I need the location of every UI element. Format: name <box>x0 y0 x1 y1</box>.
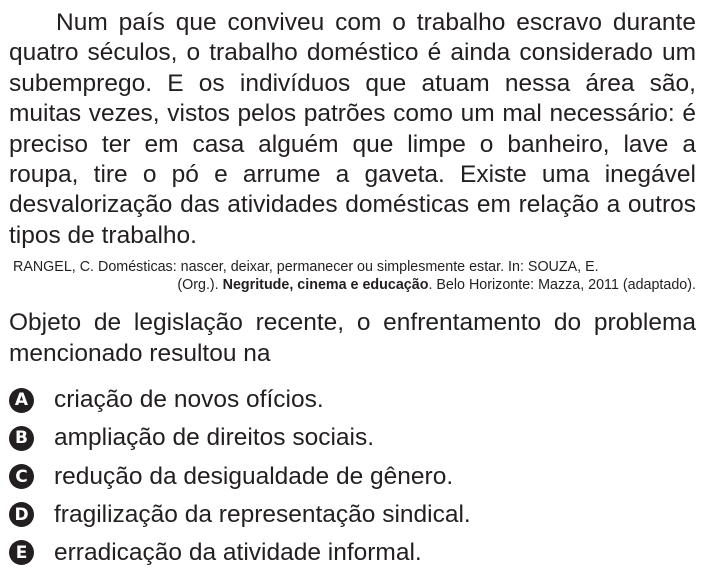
option-e[interactable] <box>9 534 696 572</box>
citation-line-1: RANGEL, C. Domésticas: nascer, deixar, permanecer ou simplesmente estar. In: SOUZA, E. <box>13 259 599 276</box>
option-text: criação de novos ofícios. <box>54 386 324 414</box>
citation-suffix: . Belo Horizonte: Mazza, 2011 (adaptado). <box>428 277 696 294</box>
option-b[interactable] <box>9 419 696 457</box>
option-d[interactable] <box>9 496 696 534</box>
option-letter-badge: C <box>9 464 34 489</box>
citation-prefix: (Org.). <box>177 277 223 294</box>
citation-line-2 <box>9 276 696 294</box>
option-text: ampliação de direitos sociais. <box>54 424 375 452</box>
answer-options <box>9 381 696 572</box>
option-letter-badge: B <box>9 426 34 451</box>
citation-book-title: Negritude, cinema e educação <box>222 277 429 294</box>
option-text: fragilização da representação sindical. <box>54 500 471 528</box>
option-text: redução da desigualdade de gênero. <box>54 462 454 490</box>
option-letter-badge: E <box>9 540 34 565</box>
option-letter-badge: D <box>9 502 34 527</box>
option-text: erradicação da atividade informal. <box>54 538 422 566</box>
question-page <box>9 8 696 572</box>
question-stem: Objeto de legislação recente, o enfrentamento do problema mencionado resultou na <box>9 309 696 367</box>
passage-text: Num país que conviveu com o trabalho escravo durante quatro séculos, o trabalho doméstico é ainda considerado um subemprego. E os indivíduos que atuam nessa área são, muitas vezes, vistos pelos patrões como um mal necessário: é preciso ter em casa alguém que limpe o banheiro, lave a roupa, tire o pó e arrume a gaveta. Existe uma inegável desvalorização das atividades domésticas em relação a outros tipos de trabalho. <box>9 9 696 249</box>
option-letter-badge: A <box>9 388 34 413</box>
option-a[interactable] <box>9 381 696 419</box>
option-c[interactable] <box>9 457 696 495</box>
citation <box>9 258 696 294</box>
